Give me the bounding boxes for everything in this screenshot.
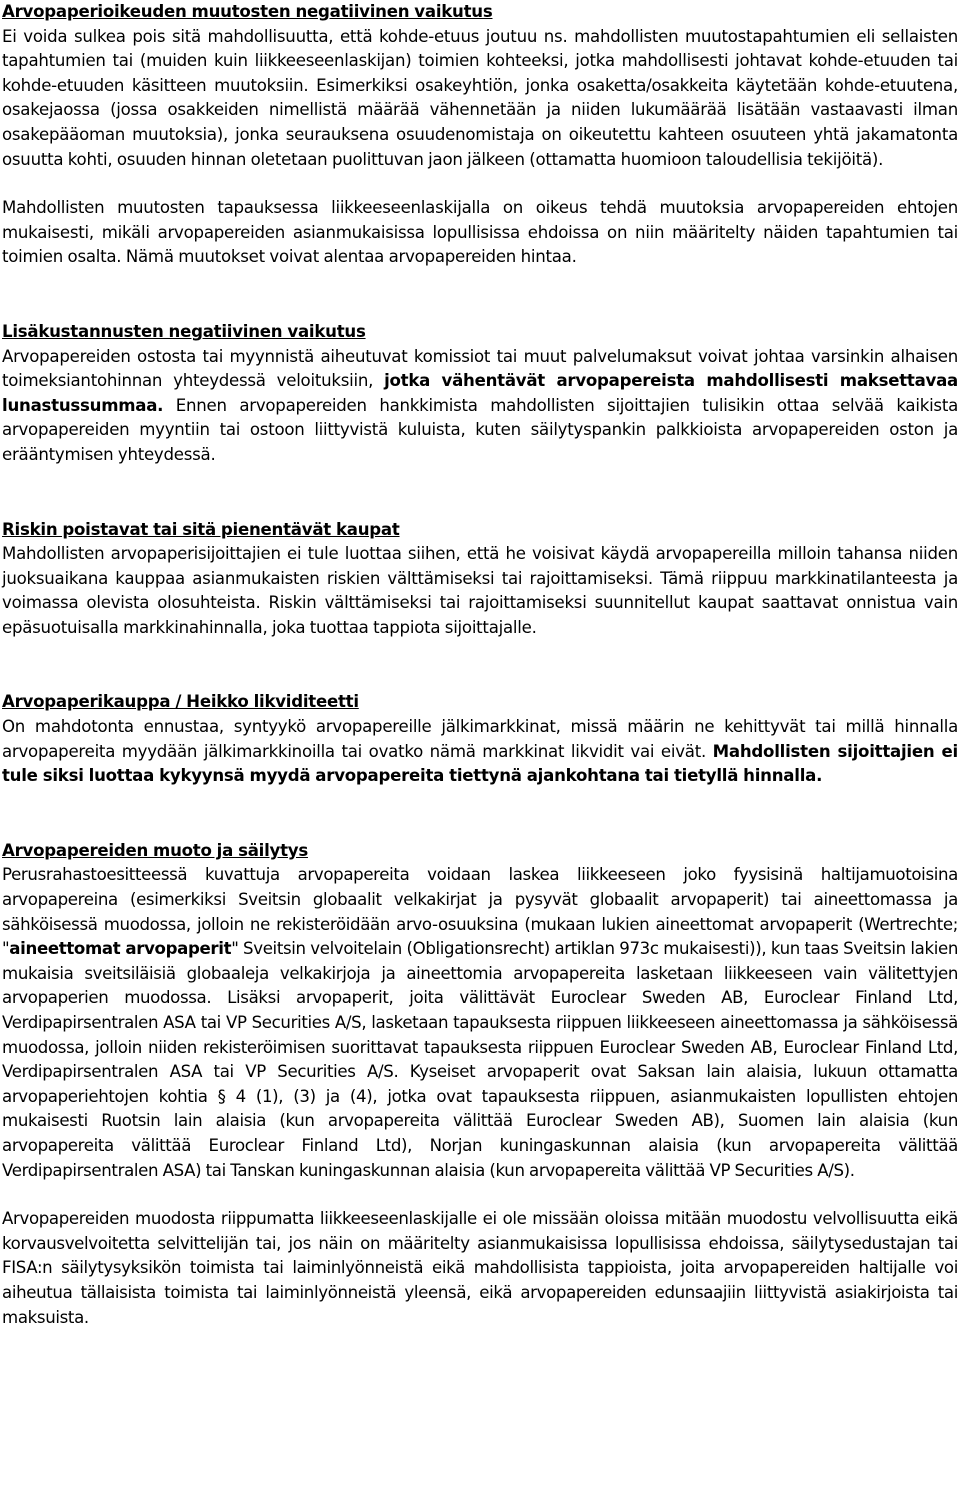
paragraph-text: On mahdotonta ennustaa, syntyykö arvopapereille jälkimarkkinat, missä määrin ne kehittyvät tai millä hinnalla arvopapereita myydään jälkimarkkinoilla tai ovatko nämä markkinat likvidit vai eivät. [2, 717, 958, 761]
section-heading: Arvopaperioikeuden muutosten negatiivinen vaikutus [2, 2, 493, 21]
paragraph-emphasis: Mahdollisten sijoittajien ei tule siksi luottaa kykyynsä myydä arvopapereita tiettynä ajankohtana tai tietyllä hinnalla. [2, 741, 958, 786]
section-arvopaperikauppa-likviditeetti [2, 690, 958, 788]
paragraph [2, 345, 958, 468]
section-arvopapereiden-muoto [2, 839, 958, 1330]
paragraph-text: Arvopapereiden ostosta tai myynnistä aiheutuvat komissiot tai muut palvelumaksut voivat johtaa varsinkin alhaisen toimeksiantohinnan yhteydessä veloituksiin, [2, 346, 958, 391]
paragraph-text: Ennen arvopapereiden hankkimista mahdollisten sijoittajien tulisikin ottaa selvää kaikista arvopapereiden myyntiin tai ostoon liittyvistä kuluista, kuten säilytyspankin palkkioista arvopapereiden oston ja erääntymisen yhteydessä. [2, 395, 958, 464]
section-arvopaperioikeuden-muutokset [2, 0, 958, 270]
section-heading: Riskin poistavat tai sitä pienentävät kaupat [2, 519, 400, 539]
section-spacer [2, 640, 958, 690]
section-lisakustannukset [2, 320, 958, 468]
section-spacer [2, 270, 958, 320]
section-spacer [2, 789, 958, 839]
spacer [2, 1183, 958, 1207]
section-spacer [2, 468, 958, 518]
paragraph: Arvopapereiden muodosta riippumatta liikkeeseenlaskijalle ei ole missään oloissa mitään muodostu velvollisuutta eikä korvausvelvoitetta selvittelijän tai, jos näin on määritelty asianmukaisissa lopullisissa ehdoissa, säilytysedustajan tai FISA:n säilytysyksikön toimista tai laiminlyönneistä eikä mahdollisista tappioista, joita arvopapereiden haltijalle voi aiheutua tällaisista toimista tai laiminlyönneistä yleensä, eikä arvopapereiden edunsaajiin liittyvistä asiakirjoista tai maksuista. [2, 1209, 958, 1327]
paragraph-text: Perusrahastoesitteessä kuvattuja arvopapereita voidaan laskea liikkeeseen joko fyysisinä haltijamuotoisina arvopapereina (esimerkiksi Sveitsin globaalit velkakirjat ja pysyvät globaalit arvopaperit) tai aineettomassa ja sähköisessä muodossa, jolloin ne rekisteröidään arvo-osuuksina (mukaan lukien aineettomat arvopaperit (Wertrechte; " [2, 865, 958, 959]
section-riskin-poistavat-kaupat [2, 518, 958, 641]
section-heading: Arvopaperikauppa / Heikko likviditeetti [2, 692, 359, 712]
section-heading: Lisäkustannusten negatiivinen vaikutus [2, 321, 366, 341]
paragraph-emphasis: jotka vähentävät arvopapereista mahdollisesti maksettavaa lunastussummaa. [2, 371, 958, 415]
paragraph: Mahdollisten muutosten tapauksessa liikkeeseenlaskijalla on oikeus tehdä muutoksia arvopapereiden ehtojen mukaisesti, mikäli arvopapereiden asianmukaisissa lopullisissa ehdoissa on niin määritelty näiden tapahtumien tai toimien osalta. Nämä muutokset voivat alentaa arvopapereiden hintaa. [2, 198, 958, 267]
paragraph [2, 863, 958, 1183]
paragraph-text: " Sveitsin velvoitelain (Obligationsrecht) artiklan 973c mukaisesti)), kun taas Sveitsin lakien mukaisia sveitsiläisiä globaaleja velkakirjoja ja aineettomia arvopapereita lasketaan liikkeeseen vain välitettyjen arvopaperien muodossa. Lisäksi arvopaperit, joita välittävät Euroclear Sweden AB, Euroclear Finland Ltd, Verdipapirsentralen ASA tai VP Securities A/S, lasketaan tapauksesta riippuen liikkeeseen aineettomassa ja sähköisessä muodossa, jolloin niiden rekisteröimisen suorittavat tapauksesta riippuen Euroclear Sweden AB, Euroclear Finland Ltd, Verdipapirsentralen ASA tai VP Securities A/S. Kyseiset arvopaperit ovat Saksan lain alaisia, lukuun ottamatta arvopaperiehtojen kohtia § 4 (1), (3) ja (4), jotka ovat tapauksesta riippuen, asianmukaisten lopullisten ehtojen mukaisesti Ruotsin lain alaisia (kun arvopapereita välittää Euroclear Sweden AB), Suomen lain alaisia (kun arvopapereita välittää Euroclear Finland Ltd), Norjan kuningaskunnan alaisia (kun arvopapereita välittää Verdipapirsentralen ASA) tai Tanskan kuningaskunnan alaisia (kun arvopapereita välittää VP Securities A/S). [2, 939, 959, 1180]
section-heading: Arvopapereiden muoto ja säilytys [2, 840, 308, 860]
paragraph: Mahdollisten arvopaperisijoittajien ei tule luottaa siihen, että he voisivat käydä arvopapereilla milloin tahansa niiden juoksuaikana kauppaa asianmukaisten riskien välttämiseksi tai rajoittamiseksi. Tämä riippuu markkinatilanteesta ja voimassa olevista olosuhteista. Riskin välttämiseksi tai rajoittamiseksi suunnitellut kaupat saattavat onnistua vain epäsuotuisalla markkinahinnalla, joka tuottaa tappiota sijoittajalle. [2, 544, 958, 637]
paragraph: Ei voida sulkea pois sitä mahdollisuutta, että kohde-etuus joutuu ns. mahdollisten muutostapahtumien eli sellaisten tapahtumien tai (muiden kuin liikkeeseenlaskijan) toimien kohteeksi, jotka mahdollisesti johtavat kohde-etuuden tai kohde-etuuden käsitteen muutoksiin. Esimerkiksi osakeyhtiön, jonka osaketta/osakkeita käytetään kohde-etuutena, osakejaossa (jossa osakkeiden nimellistä määrää vähennetään ja niiden lukumäärää lisätään vastaavasti ilman osakepääoman muutoksia), jonka seurauksena osuudenomistaja on oikeutettu kahteen osuuteen yhtä jakamatonta osuutta kohti, osuuden hinnan oletetaan puolittuvan jaon jälkeen (ottamatta huomioon taloudellisia tekijöitä). [2, 26, 958, 169]
spacer [2, 172, 958, 196]
paragraph [2, 715, 958, 789]
paragraph-emphasis: aineettomat arvopaperit [9, 939, 232, 959]
